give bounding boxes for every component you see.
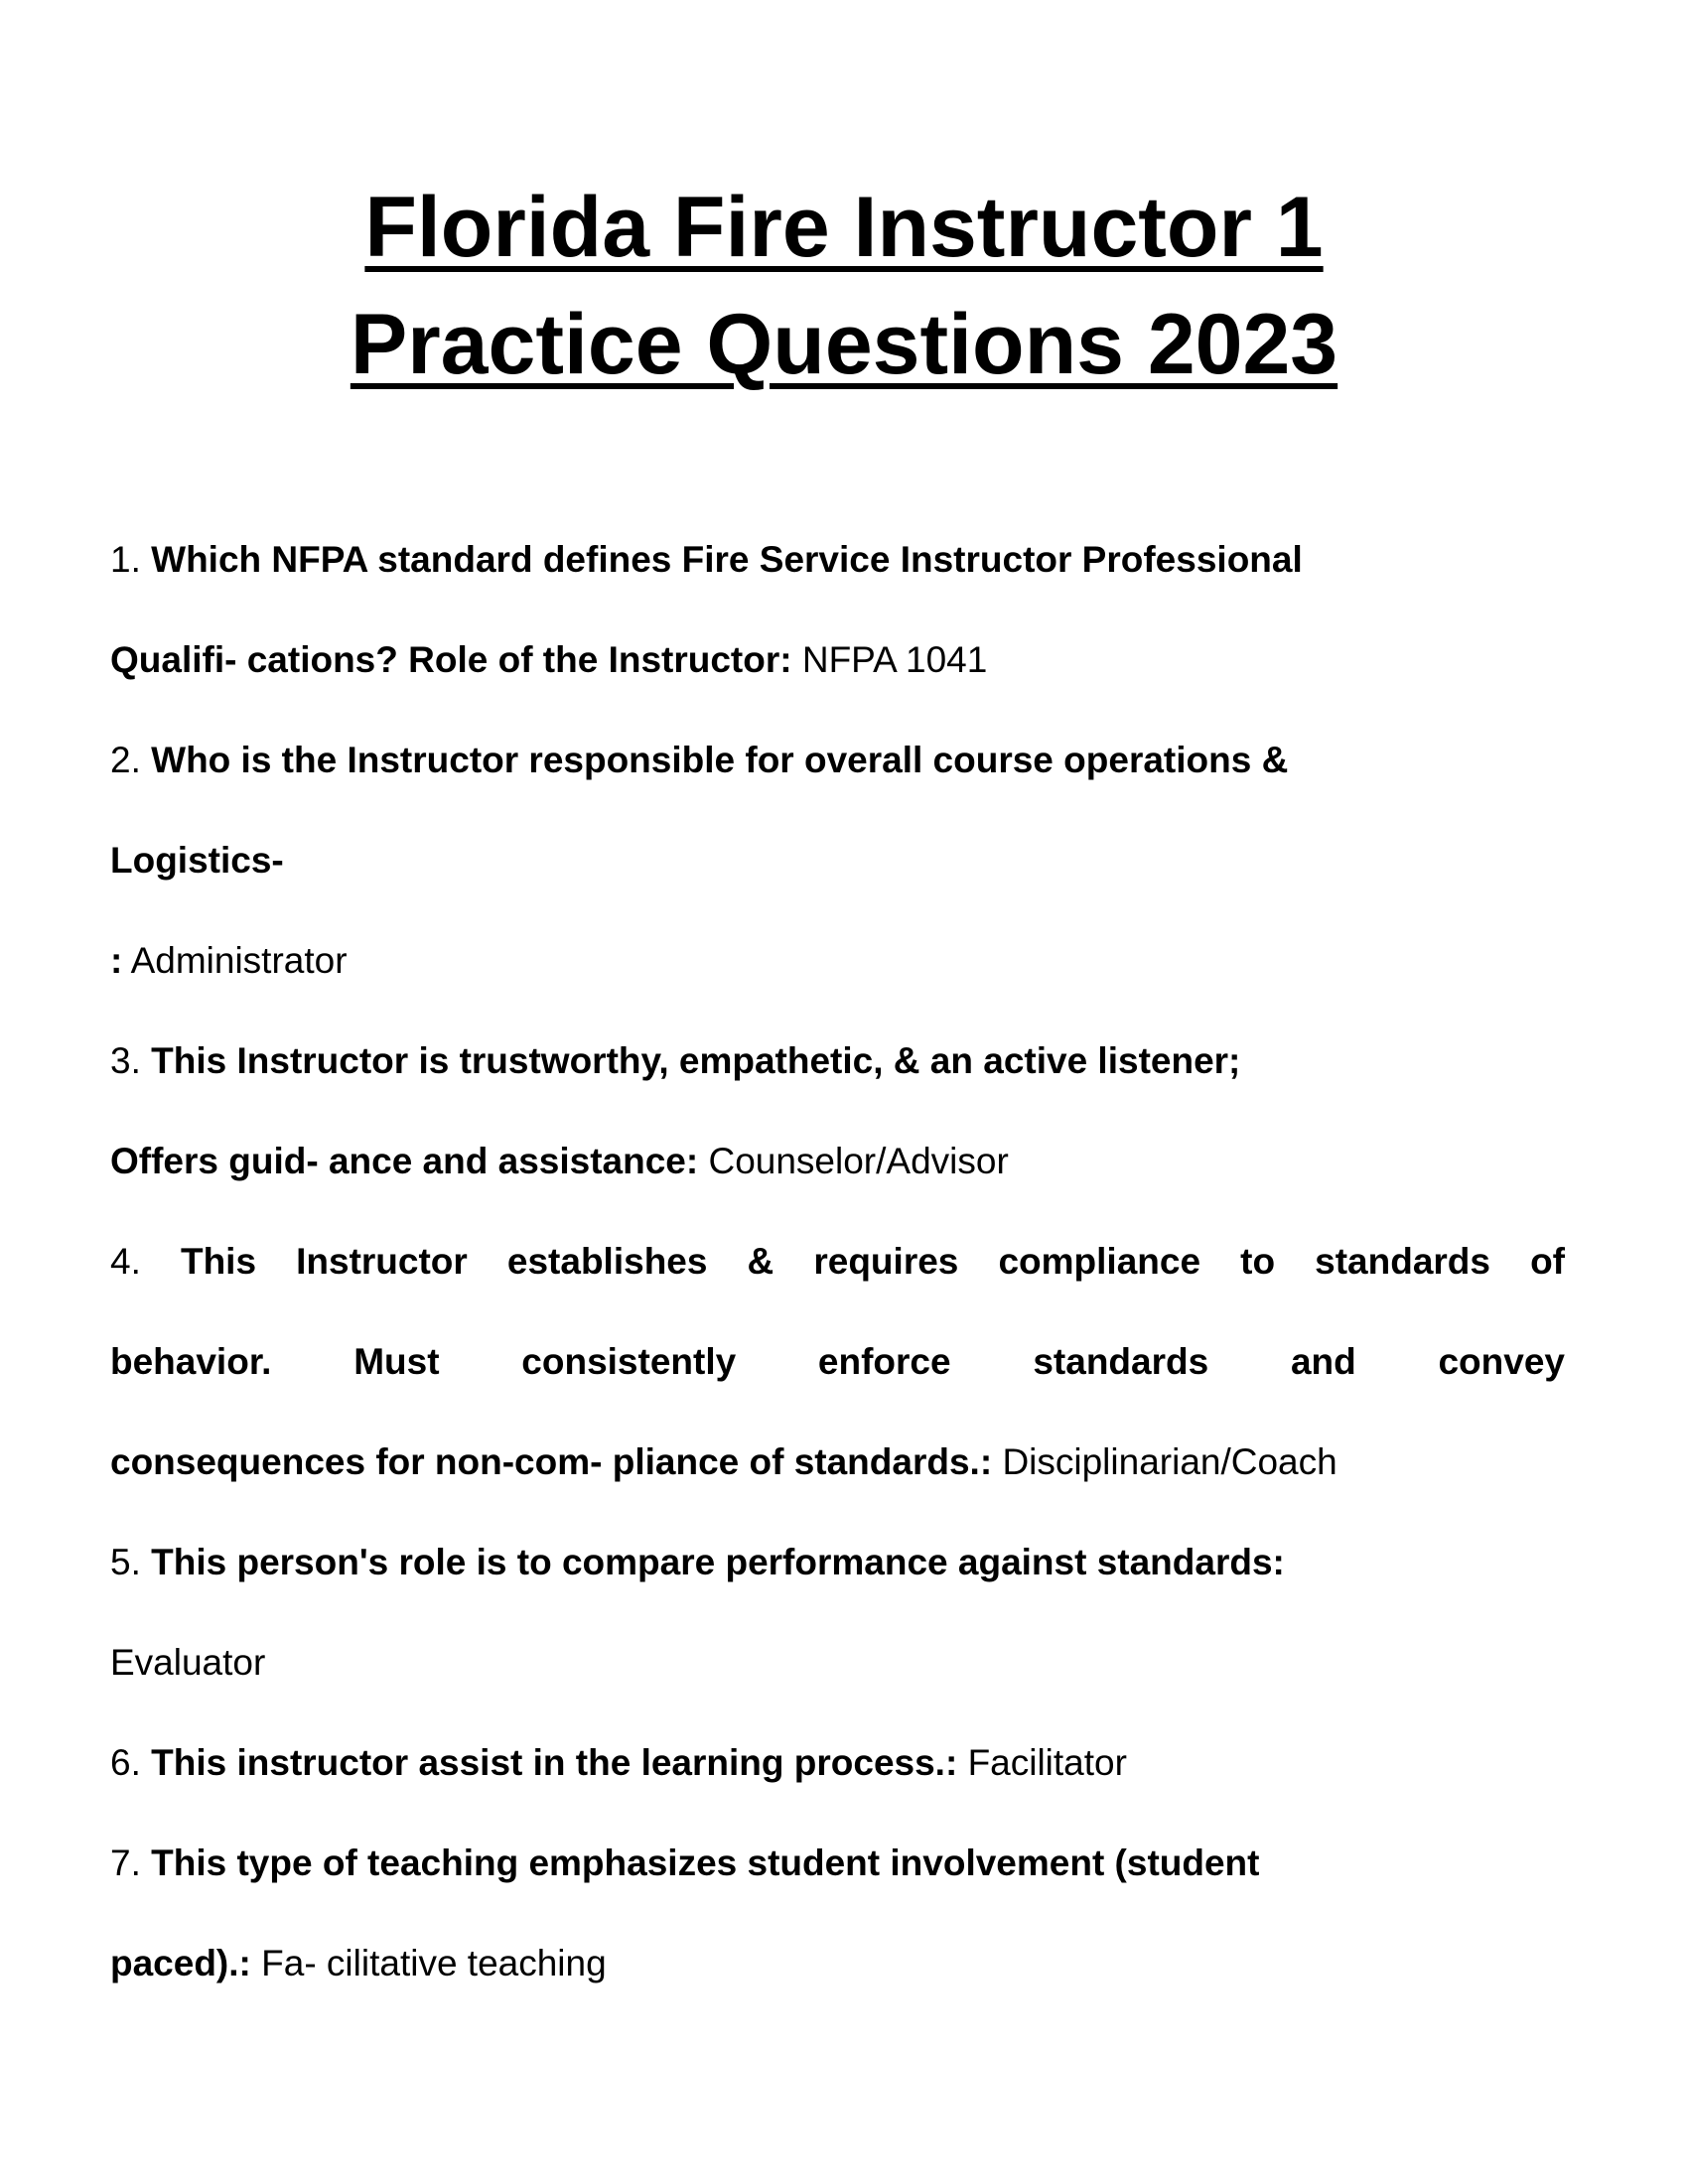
question-1 (110, 509, 1565, 610)
question-text: This person's role is to compare performance against standards: (151, 1542, 1285, 1582)
document-title (0, 169, 1688, 403)
question-7 (110, 1813, 1565, 1913)
question-3 (110, 1011, 1565, 1111)
answer-text: Facilitator (967, 1742, 1127, 1783)
question-4 (110, 1211, 1565, 1311)
question-number: 1. (110, 539, 141, 580)
question-7-line-2 (110, 1913, 1565, 2013)
answer-text: NFPA 1041 (801, 639, 988, 680)
question-2-line-3 (110, 910, 1565, 1011)
question-4-line-3 (110, 1412, 1565, 1512)
question-6 (110, 1712, 1565, 1813)
question-1-line-2 (110, 610, 1565, 710)
answer-text: Counselor/Advisor (708, 1141, 1009, 1181)
question-text: This instructor assist in the learning process.: (151, 1742, 958, 1783)
question-text: Qualifi- cations? Role of the Instructor: (110, 639, 792, 680)
question-number: 5. (110, 1542, 141, 1582)
title-line-2: Practice Questions 2023 (350, 297, 1338, 392)
question-number: 3. (110, 1040, 141, 1081)
question-5-line-2 (110, 1612, 1565, 1712)
question-5 (110, 1512, 1565, 1612)
question-number: 6. (110, 1742, 141, 1783)
question-text: consequences for non-com- pliance of standards.: (110, 1441, 993, 1482)
question-list (110, 509, 1565, 2013)
question-2-line-2 (110, 810, 1565, 910)
question-text: This type of teaching emphasizes student involvement (student (151, 1843, 1260, 1883)
title-line-1: Florida Fire Instructor 1 (364, 180, 1324, 275)
question-number: 7. (110, 1843, 141, 1883)
question-text: : (110, 940, 123, 981)
question-3-line-2 (110, 1111, 1565, 1211)
question-text: Offers guid- ance and assistance: (110, 1141, 699, 1181)
question-text: This Instructor is trustworthy, empathetic, & an active listener; (151, 1040, 1241, 1081)
question-number: 2. (110, 740, 141, 780)
question-text: behavior. Must consistently enforce standards and convey (110, 1341, 1565, 1382)
answer-text: Disciplinarian/Coach (1002, 1441, 1337, 1482)
question-4-line-2 (110, 1311, 1565, 1412)
answer-text: Evaluator (110, 1642, 266, 1683)
question-text: This Instructor establishes & requires compliance to standards of (180, 1241, 1566, 1282)
question-text: paced).: (110, 1943, 251, 1983)
question-text: Logistics- (110, 840, 284, 881)
question-2 (110, 710, 1565, 810)
question-text: Which NFPA standard defines Fire Service Instructor Professional (151, 539, 1303, 580)
question-text: Who is the Instructor responsible for overall course operations & (151, 740, 1289, 780)
answer-text: Administrator (130, 940, 348, 981)
answer-text: Fa- cilitative teaching (261, 1943, 607, 1983)
question-number: 4. (110, 1241, 141, 1282)
